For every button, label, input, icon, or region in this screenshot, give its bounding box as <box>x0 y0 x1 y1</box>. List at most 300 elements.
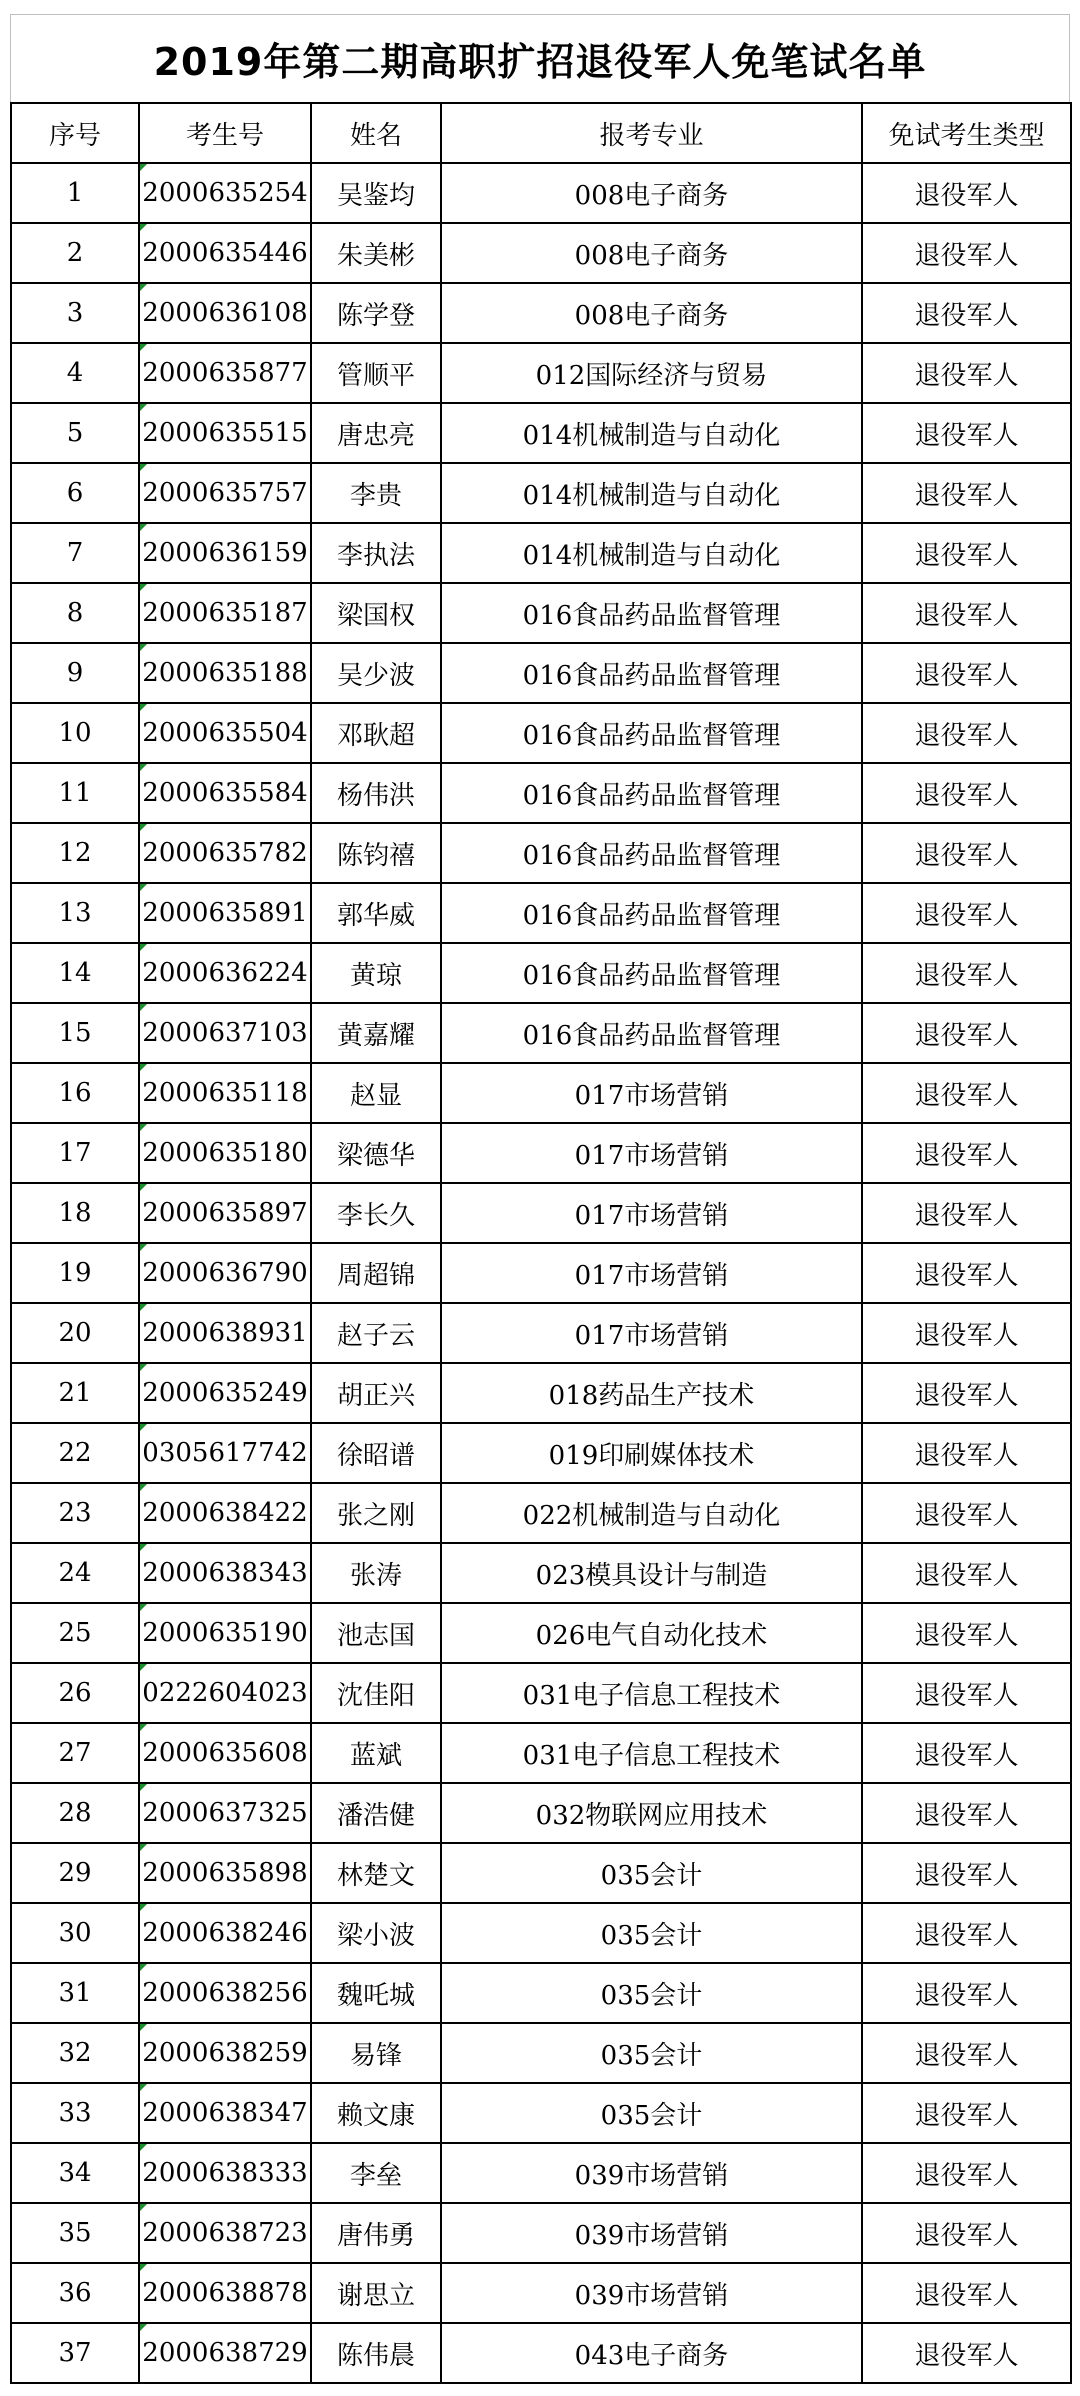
cell-major: 014机械制造与自动化 <box>441 523 862 583</box>
table-row <box>11 1663 1071 1723</box>
student-id-text: 2000635608 <box>142 1738 308 1768</box>
cell-major: 008电子商务 <box>441 283 862 343</box>
table-row <box>11 1843 1071 1903</box>
cell-name: 赖文康 <box>311 2083 441 2143</box>
cell-major: 031电子信息工程技术 <box>441 1663 862 1723</box>
cell-major: 035会计 <box>441 1843 862 1903</box>
text-number-marker-icon <box>140 1784 147 1791</box>
cell-major: 039市场营销 <box>441 2143 862 2203</box>
cell-type: 退役军人 <box>862 583 1071 643</box>
cell-name: 谢思立 <box>311 2263 441 2323</box>
cell-type: 退役军人 <box>862 1003 1071 1063</box>
cell-no: 28 <box>11 1783 139 1843</box>
table-row <box>11 523 1071 583</box>
table-row <box>11 763 1071 823</box>
text-number-marker-icon <box>140 1064 147 1071</box>
text-number-marker-icon <box>140 2324 147 2331</box>
cell-type: 退役军人 <box>862 1963 1071 2023</box>
cell-student-id <box>139 1003 311 1063</box>
table-row <box>11 1363 1071 1423</box>
cell-major: 018药品生产技术 <box>441 1363 862 1423</box>
cell-major: 016食品药品监督管理 <box>441 583 862 643</box>
table-row <box>11 2023 1071 2083</box>
cell-type: 退役军人 <box>862 1123 1071 1183</box>
cell-type: 退役军人 <box>862 1243 1071 1303</box>
cell-student-id <box>139 2263 311 2323</box>
cell-name: 梁国权 <box>311 583 441 643</box>
header-row <box>11 103 1071 163</box>
cell-student-id <box>139 1063 311 1123</box>
student-id-text: 2000635180 <box>142 1138 308 1168</box>
cell-no: 12 <box>11 823 139 883</box>
cell-student-id <box>139 2203 311 2263</box>
table-row <box>11 883 1071 943</box>
cell-no: 29 <box>11 1843 139 1903</box>
cell-major: 022机械制造与自动化 <box>441 1483 862 1543</box>
table-row <box>11 823 1071 883</box>
cell-name: 蓝斌 <box>311 1723 441 1783</box>
cell-type: 退役军人 <box>862 2263 1071 2323</box>
student-id-text: 0222604023 <box>142 1678 308 1708</box>
cell-student-id <box>139 1663 311 1723</box>
cell-type: 退役军人 <box>862 523 1071 583</box>
text-number-marker-icon <box>140 1604 147 1611</box>
student-id-text: 2000635504 <box>142 718 308 748</box>
title-box <box>10 14 1070 102</box>
cell-student-id <box>139 1603 311 1663</box>
cell-major: 043电子商务 <box>441 2323 862 2383</box>
cell-no: 26 <box>11 1663 139 1723</box>
cell-name: 唐忠亮 <box>311 403 441 463</box>
cell-major: 016食品药品监督管理 <box>441 643 862 703</box>
cell-no: 8 <box>11 583 139 643</box>
text-number-marker-icon <box>140 944 147 951</box>
cell-major: 014机械制造与自动化 <box>441 403 862 463</box>
student-id-text: 2000638333 <box>142 2158 308 2188</box>
cell-type: 退役军人 <box>862 2203 1071 2263</box>
table-row <box>11 2143 1071 2203</box>
table-row <box>11 1123 1071 1183</box>
cell-student-id <box>139 1843 311 1903</box>
student-id-text: 2000635187 <box>142 598 308 628</box>
text-number-marker-icon <box>140 824 147 831</box>
cell-no: 32 <box>11 2023 139 2083</box>
student-id-text: 2000636108 <box>142 298 308 328</box>
cell-student-id <box>139 343 311 403</box>
cell-no: 2 <box>11 223 139 283</box>
cell-student-id <box>139 2323 311 2383</box>
cell-student-id <box>139 883 311 943</box>
cell-student-id <box>139 463 311 523</box>
cell-major: 035会计 <box>441 2083 862 2143</box>
student-id-text: 2000635515 <box>142 418 308 448</box>
text-number-marker-icon <box>140 2024 147 2031</box>
cell-name: 沈佳阳 <box>311 1663 441 1723</box>
cell-name: 林楚文 <box>311 1843 441 1903</box>
table-row <box>11 1963 1071 2023</box>
table-row <box>11 943 1071 1003</box>
student-id-text: 2000635757 <box>142 478 308 508</box>
text-number-marker-icon <box>140 224 147 231</box>
student-id-text: 2000638246 <box>142 1918 308 1948</box>
cell-no: 23 <box>11 1483 139 1543</box>
cell-student-id <box>139 523 311 583</box>
cell-major: 017市场营销 <box>441 1183 862 1243</box>
cell-no: 27 <box>11 1723 139 1783</box>
cell-type: 退役军人 <box>862 703 1071 763</box>
page-title: 2019年第二期高职扩招退役军人免笔试名单 <box>153 40 927 84</box>
table-row <box>11 2083 1071 2143</box>
table-row <box>11 1303 1071 1363</box>
text-number-marker-icon <box>140 2264 147 2271</box>
text-number-marker-icon <box>140 884 147 891</box>
student-id-text: 2000635446 <box>142 238 308 268</box>
cell-no: 18 <box>11 1183 139 1243</box>
table-row <box>11 1243 1071 1303</box>
cell-name: 池志国 <box>311 1603 441 1663</box>
table-row <box>11 1783 1071 1843</box>
text-number-marker-icon <box>140 1724 147 1731</box>
student-id-text: 2000636224 <box>142 958 308 988</box>
text-number-marker-icon <box>140 464 147 471</box>
cell-major: 026电气自动化技术 <box>441 1603 862 1663</box>
cell-type: 退役军人 <box>862 1183 1071 1243</box>
cell-type: 退役军人 <box>862 463 1071 523</box>
student-id-text: 2000638931 <box>142 1318 308 1348</box>
cell-no: 31 <box>11 1963 139 2023</box>
cell-type: 退役军人 <box>862 1603 1071 1663</box>
table-row <box>11 2263 1071 2323</box>
cell-no: 9 <box>11 643 139 703</box>
student-id-text: 2000635118 <box>142 1078 308 1108</box>
cell-name: 赵显 <box>311 1063 441 1123</box>
table-row <box>11 1063 1071 1123</box>
cell-student-id <box>139 1483 311 1543</box>
cell-major: 016食品药品监督管理 <box>441 943 862 1003</box>
cell-no: 16 <box>11 1063 139 1123</box>
text-number-marker-icon <box>140 1904 147 1911</box>
text-number-marker-icon <box>140 644 147 651</box>
cell-student-id <box>139 1423 311 1483</box>
text-number-marker-icon <box>140 2204 147 2211</box>
cell-type: 退役军人 <box>862 763 1071 823</box>
cell-student-id <box>139 2143 311 2203</box>
table-row <box>11 1183 1071 1243</box>
cell-type: 退役军人 <box>862 2083 1071 2143</box>
student-id-text: 2000635782 <box>142 838 308 868</box>
text-number-marker-icon <box>140 1844 147 1851</box>
table-row <box>11 463 1071 523</box>
cell-name: 李垒 <box>311 2143 441 2203</box>
cell-type: 退役军人 <box>862 163 1071 223</box>
table-row <box>11 283 1071 343</box>
cell-major: 032物联网应用技术 <box>441 1783 862 1843</box>
table-row <box>11 1423 1071 1483</box>
cell-name: 周超锦 <box>311 1243 441 1303</box>
cell-name: 陈钧禧 <box>311 823 441 883</box>
cell-student-id <box>139 1243 311 1303</box>
cell-type: 退役军人 <box>862 1363 1071 1423</box>
cell-no: 4 <box>11 343 139 403</box>
cell-name: 李长久 <box>311 1183 441 1243</box>
cell-no: 17 <box>11 1123 139 1183</box>
text-number-marker-icon <box>140 1304 147 1311</box>
cell-no: 34 <box>11 2143 139 2203</box>
text-number-marker-icon <box>140 2084 147 2091</box>
cell-name: 张之刚 <box>311 1483 441 1543</box>
student-id-text: 2000635254 <box>142 178 308 208</box>
table-row <box>11 1603 1071 1663</box>
cell-no: 7 <box>11 523 139 583</box>
cell-no: 35 <box>11 2203 139 2263</box>
text-number-marker-icon <box>140 1964 147 1971</box>
student-id-text: 2000635188 <box>142 658 308 688</box>
student-id-text: 2000635190 <box>142 1618 308 1648</box>
table-row <box>11 163 1071 223</box>
cell-type: 退役军人 <box>862 643 1071 703</box>
cell-type: 退役军人 <box>862 223 1071 283</box>
header-name: 姓名 <box>311 103 441 163</box>
cell-major: 008电子商务 <box>441 223 862 283</box>
student-id-text: 2000635898 <box>142 1858 308 1888</box>
cell-type: 退役军人 <box>862 2143 1071 2203</box>
cell-name: 吴少波 <box>311 643 441 703</box>
student-id-text: 2000638422 <box>142 1498 308 1528</box>
table-row <box>11 1483 1071 1543</box>
text-number-marker-icon <box>140 1424 147 1431</box>
cell-no: 3 <box>11 283 139 343</box>
student-id-text: 2000638347 <box>142 2098 308 2128</box>
student-id-text: 0305617742 <box>142 1438 308 1468</box>
table-row <box>11 2203 1071 2263</box>
cell-student-id <box>139 943 311 1003</box>
cell-major: 016食品药品监督管理 <box>441 1003 862 1063</box>
cell-type: 退役军人 <box>862 1723 1071 1783</box>
cell-type: 退役军人 <box>862 403 1071 463</box>
cell-name: 吴鉴均 <box>311 163 441 223</box>
cell-student-id <box>139 703 311 763</box>
cell-type: 退役军人 <box>862 883 1071 943</box>
cell-major: 035会计 <box>441 2023 862 2083</box>
cell-type: 退役军人 <box>862 943 1071 1003</box>
cell-name: 朱美彬 <box>311 223 441 283</box>
cell-type: 退役军人 <box>862 1843 1071 1903</box>
table-row <box>11 643 1071 703</box>
cell-no: 5 <box>11 403 139 463</box>
cell-name: 徐昭谱 <box>311 1423 441 1483</box>
cell-type: 退役军人 <box>862 283 1071 343</box>
cell-name: 陈伟晨 <box>311 2323 441 2383</box>
student-id-text: 2000638259 <box>142 2038 308 2068</box>
cell-no: 21 <box>11 1363 139 1423</box>
cell-name: 黄琼 <box>311 943 441 1003</box>
table-row <box>11 223 1071 283</box>
cell-student-id <box>139 1363 311 1423</box>
cell-no: 30 <box>11 1903 139 1963</box>
text-number-marker-icon <box>140 164 147 171</box>
table-body <box>11 163 1071 2383</box>
cell-major: 017市场营销 <box>441 1303 862 1363</box>
cell-type: 退役军人 <box>862 1663 1071 1723</box>
cell-major: 039市场营销 <box>441 2203 862 2263</box>
cell-major: 023模具设计与制造 <box>441 1543 862 1603</box>
cell-no: 14 <box>11 943 139 1003</box>
table-row <box>11 403 1071 463</box>
cell-no: 22 <box>11 1423 139 1483</box>
cell-student-id <box>139 583 311 643</box>
cell-name: 潘浩健 <box>311 1783 441 1843</box>
cell-name: 魏吒城 <box>311 1963 441 2023</box>
student-id-text: 2000636159 <box>142 538 308 568</box>
text-number-marker-icon <box>140 1664 147 1671</box>
cell-student-id <box>139 1783 311 1843</box>
cell-type: 退役军人 <box>862 1543 1071 1603</box>
cell-major: 012国际经济与贸易 <box>441 343 862 403</box>
roster-table <box>10 102 1072 2384</box>
cell-student-id <box>139 1903 311 1963</box>
cell-type: 退役军人 <box>862 2323 1071 2383</box>
table-row <box>11 1543 1071 1603</box>
student-id-text: 2000637103 <box>142 1018 308 1048</box>
cell-major: 016食品药品监督管理 <box>441 823 862 883</box>
student-id-text: 2000638343 <box>142 1558 308 1588</box>
cell-no: 11 <box>11 763 139 823</box>
cell-name: 梁小波 <box>311 1903 441 1963</box>
text-number-marker-icon <box>140 1244 147 1251</box>
cell-no: 10 <box>11 703 139 763</box>
text-number-marker-icon <box>140 1124 147 1131</box>
header-no: 序号 <box>11 103 139 163</box>
text-number-marker-icon <box>140 764 147 771</box>
cell-name: 胡正兴 <box>311 1363 441 1423</box>
cell-type: 退役军人 <box>862 823 1071 883</box>
cell-type: 退役军人 <box>862 1783 1071 1843</box>
text-number-marker-icon <box>140 404 147 411</box>
text-number-marker-icon <box>140 1364 147 1371</box>
cell-name: 邓耿超 <box>311 703 441 763</box>
cell-major: 019印刷媒体技术 <box>441 1423 862 1483</box>
cell-student-id <box>139 1543 311 1603</box>
text-number-marker-icon <box>140 1544 147 1551</box>
cell-type: 退役军人 <box>862 343 1071 403</box>
cell-student-id <box>139 223 311 283</box>
cell-name: 张涛 <box>311 1543 441 1603</box>
cell-no: 6 <box>11 463 139 523</box>
text-number-marker-icon <box>140 1184 147 1191</box>
cell-no: 1 <box>11 163 139 223</box>
cell-name: 易锋 <box>311 2023 441 2083</box>
cell-name: 梁德华 <box>311 1123 441 1183</box>
cell-major: 016食品药品监督管理 <box>441 763 862 823</box>
cell-no: 33 <box>11 2083 139 2143</box>
student-id-text: 2000638729 <box>142 2338 308 2368</box>
table-row <box>11 703 1071 763</box>
cell-type: 退役军人 <box>862 1063 1071 1123</box>
table-row <box>11 343 1071 403</box>
student-id-text: 2000635897 <box>142 1198 308 1228</box>
student-id-text: 2000635891 <box>142 898 308 928</box>
cell-name: 李贵 <box>311 463 441 523</box>
cell-no: 24 <box>11 1543 139 1603</box>
text-number-marker-icon <box>140 704 147 711</box>
student-id-text: 2000635584 <box>142 778 308 808</box>
student-id-text: 2000638256 <box>142 1978 308 2008</box>
cell-major: 016食品药品监督管理 <box>441 703 862 763</box>
cell-student-id <box>139 823 311 883</box>
cell-type: 退役军人 <box>862 1483 1071 1543</box>
cell-name: 郭华威 <box>311 883 441 943</box>
cell-major: 039市场营销 <box>441 2263 862 2323</box>
cell-student-id <box>139 1123 311 1183</box>
cell-name: 杨伟洪 <box>311 763 441 823</box>
text-number-marker-icon <box>140 2144 147 2151</box>
cell-type: 退役军人 <box>862 1303 1071 1363</box>
cell-name: 李执法 <box>311 523 441 583</box>
cell-name: 黄嘉耀 <box>311 1003 441 1063</box>
cell-no: 19 <box>11 1243 139 1303</box>
cell-student-id <box>139 1723 311 1783</box>
student-id-text: 2000637325 <box>142 1798 308 1828</box>
student-id-text: 2000635877 <box>142 358 308 388</box>
student-id-text: 2000638878 <box>142 2278 308 2308</box>
cell-type: 退役军人 <box>862 1423 1071 1483</box>
cell-student-id <box>139 1963 311 2023</box>
cell-major: 035会计 <box>441 1963 862 2023</box>
cell-type: 退役军人 <box>862 1903 1071 1963</box>
cell-major: 017市场营销 <box>441 1063 862 1123</box>
table-row <box>11 1903 1071 1963</box>
cell-no: 36 <box>11 2263 139 2323</box>
table-row <box>11 1003 1071 1063</box>
table-row <box>11 583 1071 643</box>
cell-student-id <box>139 2083 311 2143</box>
cell-no: 15 <box>11 1003 139 1063</box>
cell-student-id <box>139 283 311 343</box>
cell-major: 017市场营销 <box>441 1243 862 1303</box>
cell-name: 陈学登 <box>311 283 441 343</box>
cell-major: 014机械制造与自动化 <box>441 463 862 523</box>
cell-major: 016食品药品监督管理 <box>441 883 862 943</box>
cell-major: 035会计 <box>441 1903 862 1963</box>
cell-name: 赵子云 <box>311 1303 441 1363</box>
text-number-marker-icon <box>140 344 147 351</box>
text-number-marker-icon <box>140 584 147 591</box>
student-id-text: 2000636790 <box>142 1258 308 1288</box>
cell-no: 37 <box>11 2323 139 2383</box>
cell-major: 008电子商务 <box>441 163 862 223</box>
header-major: 报考专业 <box>441 103 862 163</box>
text-number-marker-icon <box>140 1004 147 1011</box>
table-row <box>11 1723 1071 1783</box>
cell-no: 25 <box>11 1603 139 1663</box>
cell-student-id <box>139 763 311 823</box>
cell-major: 017市场营销 <box>441 1123 862 1183</box>
cell-student-id <box>139 403 311 463</box>
table-header <box>11 103 1071 163</box>
text-number-marker-icon <box>140 284 147 291</box>
cell-student-id <box>139 2023 311 2083</box>
student-id-text: 2000635249 <box>142 1378 308 1408</box>
cell-no: 13 <box>11 883 139 943</box>
cell-name: 管顺平 <box>311 343 441 403</box>
table-row <box>11 2323 1071 2383</box>
cell-name: 唐伟勇 <box>311 2203 441 2263</box>
text-number-marker-icon <box>140 524 147 531</box>
cell-student-id <box>139 1303 311 1363</box>
cell-student-id <box>139 643 311 703</box>
text-number-marker-icon <box>140 1484 147 1491</box>
cell-type: 退役军人 <box>862 2023 1071 2083</box>
